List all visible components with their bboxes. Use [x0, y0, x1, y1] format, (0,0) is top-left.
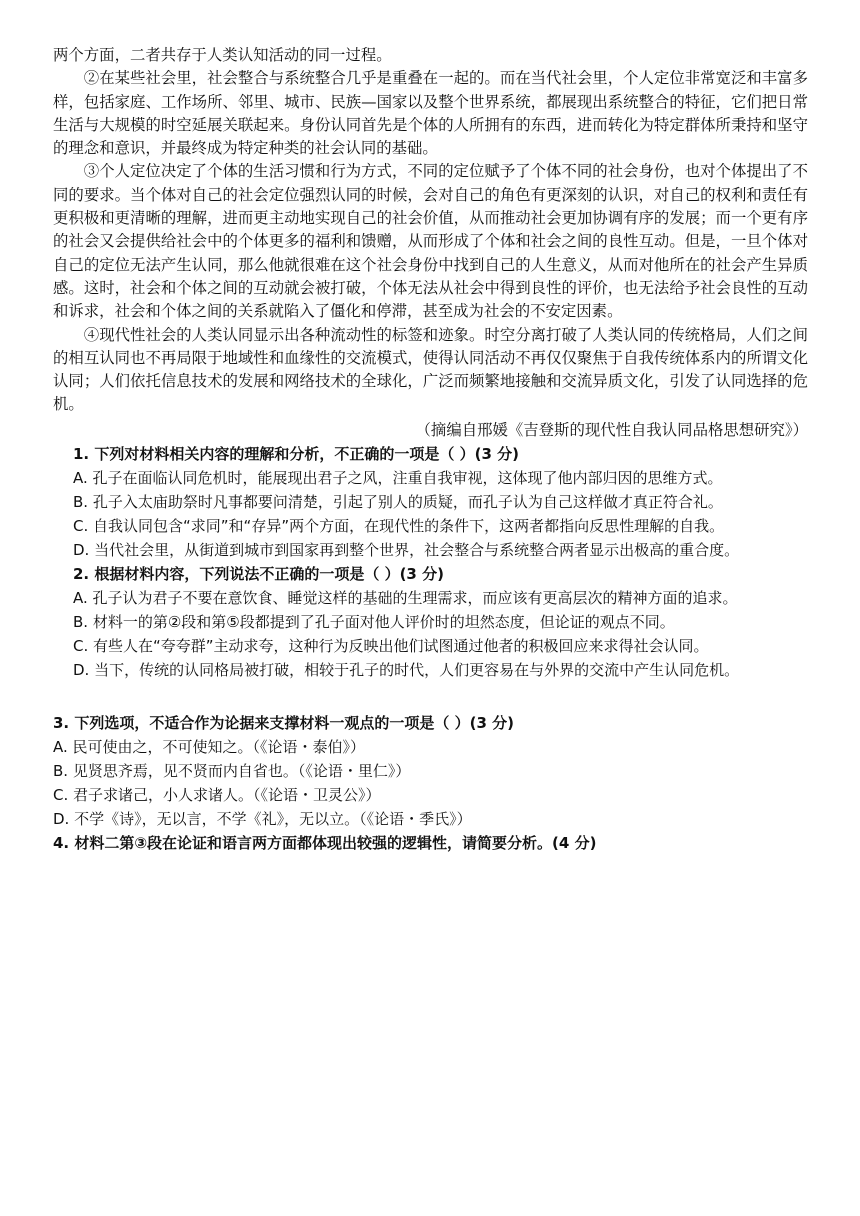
question-title: 3. 下列选项，不适合作为论据来支撑材料一观点的一项是（ ）(3 分): [53, 713, 514, 732]
option-d: D. 当下，传统的认同格局被打破，相较于孔子的时代，人们更容易在与外界的交流中产生认同危机。: [73, 660, 740, 679]
passage-paragraph-4: ④现代性社会的人类认同显示出各种流动性的标签和迹象。时空分离打破了人类认同的传统格局，人们之间的相互认同也不再局限于地域性和血缘性的交流模式，使得认同活动不再仅仅聚焦于自我传统体系内的所谓文化认同；人们依托信息技术的发展和网络技术的全球化，广泛而频繁地接触和交流异质文化，引发了认同选择的危机。: [53, 325, 808, 414]
question-list: [53, 442, 808, 855]
option-a: A. 孔子认为君子不要在意饮食、睡觉这样的基础的生理需求，而应该有更高层次的精神方面的追求。: [73, 588, 738, 607]
option-a: A. 孔子在面临认同危机时，能展现出君子之风，注重自我审视，这体现了他内部归因的思维方式。: [73, 468, 723, 487]
question-2: [53, 562, 808, 682]
question-1: [53, 442, 808, 562]
option-d: D. 不学《诗》，无以言，不学《礼》，无以立。（《论语・季氏》）: [53, 809, 472, 828]
option-c: C. 有些人在“夸夸群”主动求夸，这种行为反映出他们试图通过他者的积极回应来求得社会认同。: [73, 636, 709, 655]
passage-source: （摘编自邢媛《吉登斯的现代性自我认同品格思想研究》）: [415, 420, 808, 439]
option-c: C. 君子求诸己，小人求诸人。（《论语・卫灵公》）: [53, 785, 381, 804]
passage-lead-line: 两个方面，二者共存于人类认知活动的同一过程。: [53, 46, 392, 64]
passage-paragraph-3: ③个人定位决定了个体的生活习惯和行为方式，不同的定位赋予了个体不同的社会身份，也对个体提出了不同的要求。当个体对自己的社会定位强烈认同的时候，会对自己的角色有更深刻的认识，对自己的权利和责任有更积极和更清晰的理解，进而更主动地实现自己的社会价值，从而推动社会更加协调有序的发展；而一个更有序的社会又会提供给社会中的个体更多的福利和馈赠，从而形成了个体和社会之间的良性互动。但是，一旦个体对自己的定位无法产生认同，那么他就很难在这个社会身份中找到自己的人生意义，从而对他所在的社会产生异质感。这时，社会和个体之间的互动就会被打破，个体无法从社会中得到良性的评价，也无法给予社会良性的互动和诉求，社会和个体之间的关系就陷入了僵化和停滞，甚至成为社会的不安定因素。: [53, 162, 808, 321]
option-c: C. 自我认同包含“求同”和“存异”两个方面，在现代性的条件下，这两者都指向反思性理解的自我。: [73, 516, 725, 535]
option-b: B. 见贤思齐焉，见不贤而内自省也。（《论语・里仁》）: [53, 761, 411, 780]
option-b: B. 孔子入太庙助祭时凡事都要问清楚，引起了别人的质疑，而孔子认为自己这样做才真正符合礼。: [73, 492, 723, 511]
option-d: D. 当代社会里，从街道到城市到国家再到整个世界，社会整合与系统整合两者显示出极高的重合度。: [73, 540, 740, 559]
question-title: 2. 根据材料内容，下列说法不正确的一项是（ ）(3 分): [73, 564, 444, 583]
reading-passage: [53, 44, 808, 442]
question-3: [53, 711, 808, 831]
passage-paragraph-2: ②在某些社会里，社会整合与系统整合几乎是重叠在一起的。而在当代社会里，个人定位非常宽泛和丰富多样，包括家庭、工作场所、邻里、城市、民族—国家以及整个世界系统，都展现出系统整合的特征，它们把日常生活与大规模的时空延展关联起来。身份认同首先是个体的人所拥有的东西，进而转化为特定群体所秉持和坚守的理念和意识，并最终成为特定种类的社会认同的基础。: [53, 69, 808, 158]
question-4: [53, 831, 808, 855]
option-b: B. 材料一的第②段和第⑤段都提到了孔子面对他人评价时的坦然态度，但论证的观点不同。: [73, 612, 675, 631]
option-a: A. 民可使由之，不可使知之。（《论语・泰伯》）: [53, 737, 366, 756]
question-title: 1. 下列对材料相关内容的理解和分析，不正确的一项是（ ）(3 分): [73, 444, 519, 463]
question-title: 4. 材料二第③段在论证和语言两方面都体现出较强的逻辑性，请简要分析。(4 分): [53, 833, 597, 852]
